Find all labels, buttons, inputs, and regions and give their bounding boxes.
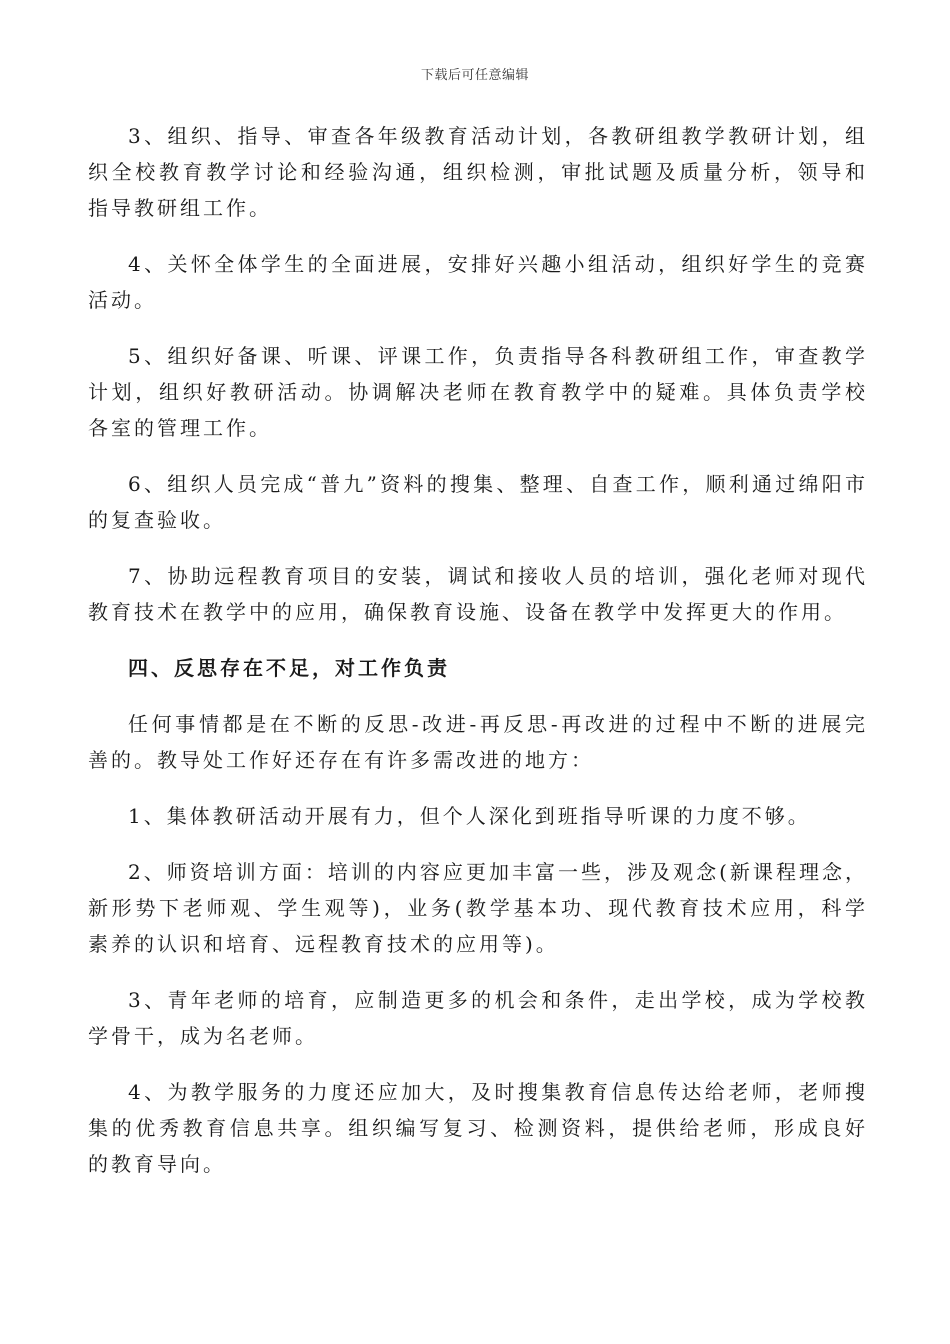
document-body xyxy=(88,118,868,1202)
paragraph-item-6: 6、组织人员完成“普九”资料的搜集、整理、自查工作，顺利通过绵阳市的复查验收。 xyxy=(88,472,868,532)
shortcoming-item-2: 2、师资培训方面：培训的内容应更加丰富一些，涉及观念(新课程理念，新形势下老师观、学生观等)，业务(教学基本功、现代教育技术应用，科学素养的认识和培育、远程教育技术的应用等)。 xyxy=(88,860,868,956)
paragraph-item-4: 4、关怀全体学生的全面进展，安排好兴趣小组活动，组织好学生的竞赛活动。 xyxy=(88,252,868,312)
shortcoming-item-3: 3、青年老师的培育，应制造更多的机会和条件，走出学校，成为学校教学骨干，成为名老师。 xyxy=(88,988,868,1048)
shortcoming-item-4: 4、为教学服务的力度还应加大，及时搜集教育信息传达给老师，老师搜集的优秀教育信息共享。组织编写复习、检测资料，提供给老师，形成良好的教育导向。 xyxy=(88,1080,868,1176)
paragraph-item-3: 3、组织、指导、审查各年级教育活动计划，各教研组教学教研计划，组织全校教育教学讨论和经验沟通，组织检测，审批试题及质量分析，领导和指导教研组工作。 xyxy=(88,124,868,220)
section-intro-paragraph: 任何事情都是在不断的反思-改进-再反思-再改进的过程中不断的进展完善的。教导处工作好还存在有许多需改进的地方： xyxy=(88,712,868,772)
page-header-note: 下载后可任意编辑 xyxy=(420,68,529,83)
paragraph-item-5: 5、组织好备课、听课、评课工作，负责指导各科教研组工作，审查教学计划，组织好教研活动。协调解决老师在教育教学中的疑难。具体负责学校各室的管理工作。 xyxy=(88,344,868,440)
paragraph-item-7: 7、协助远程教育项目的安装，调试和接收人员的培训，强化老师对现代教育技术在教学中的应用，确保教育设施、设备在教学中发挥更大的作用。 xyxy=(88,564,868,624)
shortcoming-item-1: 1、集体教研活动开展有力，但个人深化到班指导听课的力度不够。 xyxy=(128,804,811,828)
section-heading: 四、反思存在不足，对工作负责 xyxy=(128,656,450,680)
